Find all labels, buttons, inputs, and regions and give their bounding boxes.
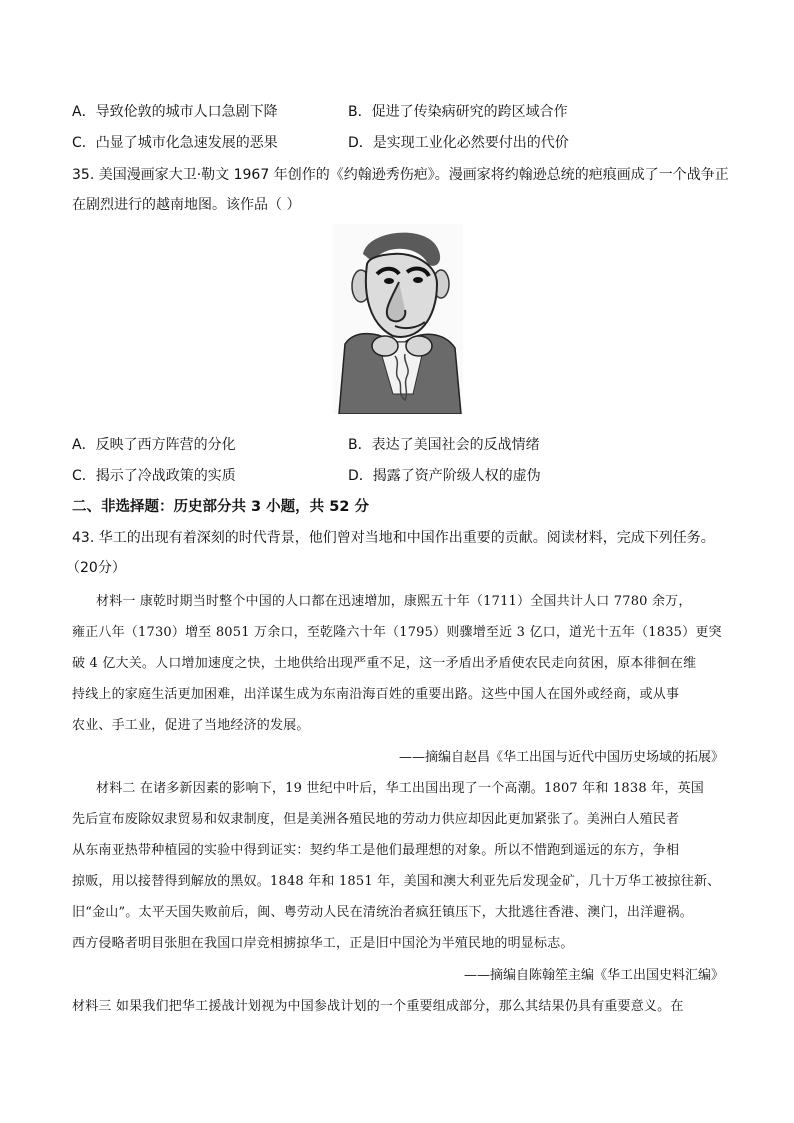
material2-source: ——摘编自陈翰笙主编《华工出国史料汇编》 — [463, 968, 724, 983]
material1-line: 材料一 康乾时期当时整个中国的人口都在迅速增加，康熙五十年（1711）全国共计人口 7780 余万， — [96, 594, 692, 609]
q34-option-a[interactable]: A．导致伦敦的城市人口急剧下降 — [72, 104, 278, 120]
material2-line: 西方侵略者明目张胆在我国口岸竞相掳掠华工，正是旧中国沦为半殖民地的明显标志。 — [72, 936, 574, 951]
material1-line: 农业、手工业，促进了当地经济的发展。 — [72, 718, 310, 733]
q34-option-b[interactable]: B．促进了传染病研究的跨区域合作 — [348, 104, 568, 120]
q35-option-d[interactable]: D．揭露了资产阶级人权的虚伪 — [348, 468, 541, 484]
q43-stem-score: （20分） — [66, 560, 126, 576]
material3-line: 材料三 如果我们把华工援战计划视为中国参战计划的一个重要组成部分，那么其结果仍具有重要意义。在 — [72, 999, 684, 1014]
q43-stem-line1: 43. 华工的出现有着深刻的时代背景，他们曾对当地和中国作出重要的贡献。阅读材料，完成下列任务。 — [72, 530, 715, 546]
q35-stem-line2: 在剧烈进行的越南地图。该作品（ ） — [72, 197, 301, 213]
q35-option-a[interactable]: A．反映了西方阵营的分化 — [72, 437, 236, 453]
material1-source: ——摘编自赵昌《华工出国与近代中国历史场域的拓展》 — [398, 750, 724, 765]
material2-line: 先后宣布废除奴隶贸易和奴隶制度，但是美洲各殖民地的劳动力供应却因此更加紧张了。美洲白人殖民者 — [72, 812, 680, 827]
q34-option-c[interactable]: C．凸显了城市化急速发展的恶果 — [72, 135, 278, 151]
material2-line: 旧“金山”。太平天国失败前后，闽、粤劳动人民在清统治者疯狂镇压下，大批逃往香港、澳门，出洋避祸。 — [72, 905, 693, 920]
material1-line: 雍正八年（1730）增至 8051 万余口，至乾隆六十年（1795）则骤增至近 3 亿口，道光十五年（1835）更突 — [72, 625, 722, 640]
q35-option-c[interactable]: C．揭示了冷战政策的实质 — [72, 468, 236, 484]
material1-line: 持线上的家庭生活更加困难，出洋谋生成为东南沿海百姓的重要出路。这些中国人在国外或经商，或从事 — [72, 687, 680, 702]
material2-line: 从东南亚热带种植园的实验中得到证实：契约华工是他们最理想的对象。所以不惜跑到遥远的东方，争相 — [72, 843, 680, 858]
q35-stem-line1: 35. 美国漫画家大卫·勒文 1967 年创作的《约翰逊秀伤疤》。漫画家将约翰逊总统的疤痕画成了一个战争正 — [72, 167, 729, 183]
johnson-scar-cartoon — [333, 224, 463, 414]
material2-line: 掠贩，用以接替得到解放的黑奴。1848 年和 1851 年，美国和澳大利亚先后发现金矿，几十万华工被掠往新、 — [72, 874, 721, 889]
q34-option-d[interactable]: D．是实现工业化必然要付出的代价 — [348, 135, 569, 151]
material2-line: 材料二 在诸多新因素的影响下，19 世纪中叶后，华工出国出现了一个高潮。1807 年和 1838 年，英国 — [96, 781, 704, 796]
material1-line: 破 4 亿大关。人口增加速度之快，土地供给出现严重不足，这一矛盾出矛盾使农民走向贫困，原本徘徊在维 — [72, 656, 697, 671]
q35-option-b[interactable]: B．表达了美国社会的反战情绪 — [348, 437, 540, 453]
section-heading-nonmultiple-choice: 二、非选择题：历史部分共 3 小题，共 52 分 — [72, 499, 369, 515]
